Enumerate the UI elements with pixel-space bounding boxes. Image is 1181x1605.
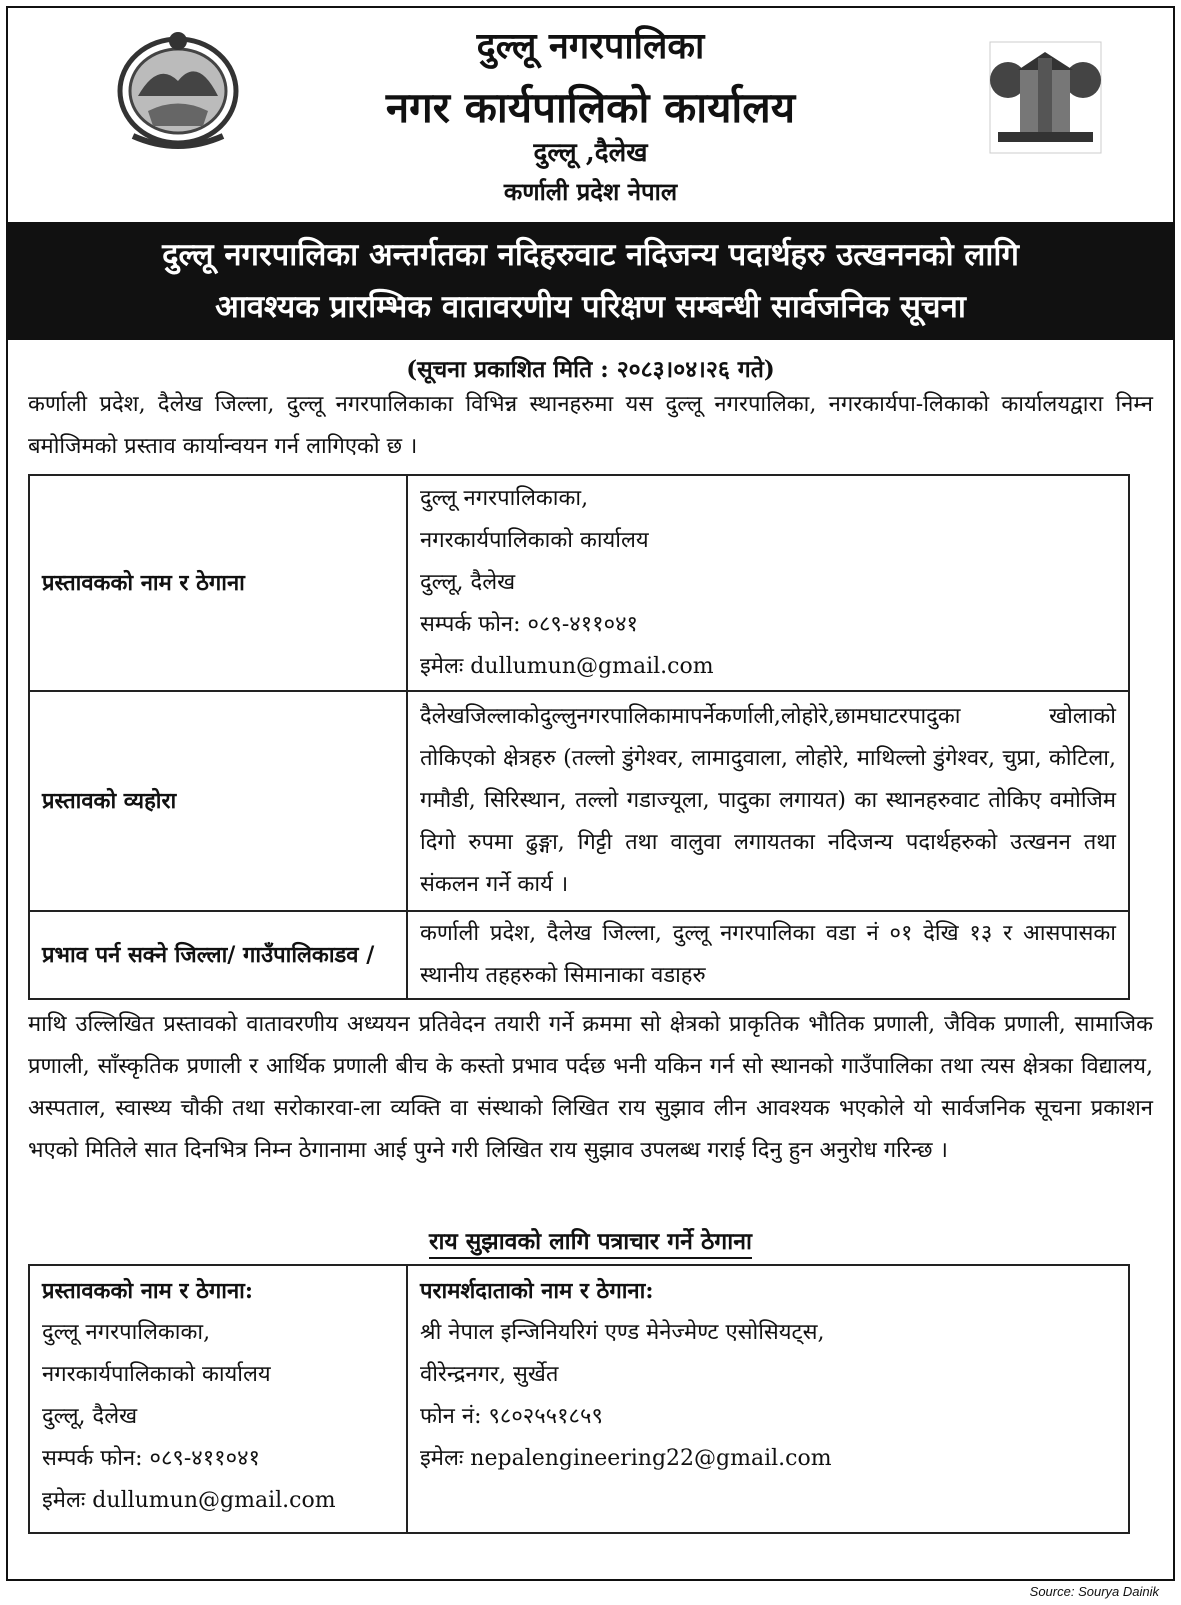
proposal-description-label: प्रस्तावको व्यहोरा [29,691,407,911]
consultant-location: वीरेन्द्रनगर, सुर्खेत [420,1362,559,1387]
body-paragraph: माथि उल्लिखित प्रस्तावको वातावरणीय अध्ययन प्रतिवेदन तयारी गर्ने क्रममा सो क्षेत्रको प्राकृतिक भौतिक प्रणाली, जैविक प्रणाली, सामाजिक प्रणाली, साँस्कृतिक प्रणाली र आर्थिक प्रणाली बीच के कस्तो प्रभाव पर्दछ भनी यकिन गर्न सो स्थानको गाउँपालिका तथा त्यस क्षेत्रका विद्यालय, अस्पताल, स्वास्थ्य चौकी तथा सरोकारवा-ला व्यक्ति वा संस्थाको लिखित राय सुझाव लीन आवश्यक भएकोले यो सार्वजनिक सूचना प्रकाशन भएको मितिले सात दिनभित्र निम्न ठेगानामा आई पुग्ने गरी लिखित राय सुझाव उपलब्ध गराई दिनु हुन अनुरोध गरिन्छ । [28,1012,1153,1163]
source-credit: Source: Sourya Dainik [1029,1584,1159,1599]
table-row [29,691,1129,911]
affected-area-text: कर्णाली प्रदेश, दैलेख जिल्ला, दुल्लू नगरपालिका वडा नं ०१ देखि १३ र आसपासका स्थानीय तहहरुको सिमानाका वडाहरु [407,911,1129,999]
proposer-line: दुल्लू, दैलेख [420,570,516,595]
proposer-address-line: दुल्लू नगरपालिकाका, [42,1320,211,1345]
proposer-address-title: प्रस्तावकको नाम र ठेगाना: [42,1278,253,1304]
province-country: कर्णाली प्रदेश नेपाल [503,177,678,206]
publication-date: (सूचना प्रकाशित मिति : २०८३।०४।२६ गते) [406,356,775,383]
correspondence-heading [0,1224,1181,1256]
proposer-phone: सम्पर्क फोन: ०८९-४११०४१ [420,612,638,637]
proposer-label: प्रस्तावकको नाम र ठेगाना [29,475,407,691]
correspondence-table [28,1264,1130,1534]
consultant-address-title: परामर्शदाताको नाम र ठेगाना: [420,1278,654,1304]
proposer-address-email: इमेलः dullumun@gmail.com [42,1488,336,1513]
table-row [29,1265,1129,1533]
banner-line-1: दुल्लू नगरपालिका अन्तर्गतका नदिहरुवाट नदिजन्य पदार्थहरु उत्खननको लागि [162,237,1019,273]
proposer-address-line: दुल्लू, दैलेख [42,1404,138,1429]
notice-title-banner [8,222,1173,340]
consultant-email: इमेलः nepalengineering22@gmail.com [420,1446,832,1471]
proposer-address-cell [29,1265,407,1533]
intro-paragraph: कर्णाली प्रदेश, दैलेख जिल्ला, दुल्लू नगरपालिकाका विभिन्न स्थानहरुमा यस दुल्लू नगरपालिका, नगरकार्यपा-लिकाको कार्यालयद्वारा निम्न बमोजिमको प्रस्ताव कार्यान्वयन गर्न लागिएको छ । [28,392,1153,459]
municipality-name: दुल्लू नगरपालिका [476,25,705,67]
proposer-address-line: नगरकार्यपालिकाको कार्यालय [42,1362,271,1387]
office-location: दुल्लू ,दैलेख [533,138,648,168]
affected-area-label: प्रभाव पर्न सक्ने जिल्ला/ गाउँपालिकाडव / [29,911,407,999]
notice-header [8,8,1173,220]
consultant-phone: फोन नं: ९८०२५५१८५९ [420,1404,603,1429]
consultant-name: श्री नेपाल इन्जिनियरिगं एण्ड मेनेज्मेण्ट एसोसियट्स, [420,1320,825,1345]
proposer-line: दुल्लू नगरपालिकाका, [420,486,589,511]
table-row [29,911,1129,999]
office-name: नगर कार्यपालिको कार्यालय [385,83,796,132]
proposal-details-table [28,474,1130,1000]
proposal-description: दैलेखजिल्लाकोदुल्लुनगरपालिकामापर्नेकर्णाली,लोहोरे,छामघाटरपादुका खोलाको तोकिएको क्षेत्रहरु (तल्लो डुंगेश्वर, लामादुवाला, लोहोरे, माथिल्लो डुंगेश्वर, चुप्रा, कोटिला, गमौडी, सिरिस्थान, तल्लो गडाज्यूला, पादुका लगायत) का स्थानहरुवाट तोकिए वमोजिम दिगो रुपमा ढुङ्गा, गिट्टी तथा वालुवा लगायतका नदिजन्य पदार्थहरुको उत्खनन तथा संकलन गर्ने कार्य । [407,691,1129,911]
proposer-email: इमेलः dullumun@gmail.com [420,654,714,679]
table-row [29,475,1129,691]
municipality-logo-icon [988,40,1103,155]
proposer-address-phone: सम्पर्क फोन: ०८९-४११०४१ [42,1446,260,1471]
correspondence-heading-text: राय सुझावको लागि पत्राचार गर्ने ठेगाना [429,1228,752,1259]
banner-line-2: आवश्यक प्रारम्भिक वातावरणीय परिक्षण सम्बन्धी सार्वजनिक सूचना [215,289,966,325]
proposer-details [407,475,1129,691]
consultant-address-cell [407,1265,1129,1533]
proposer-line: नगरकार्यपालिकाको कार्यालय [420,528,649,553]
